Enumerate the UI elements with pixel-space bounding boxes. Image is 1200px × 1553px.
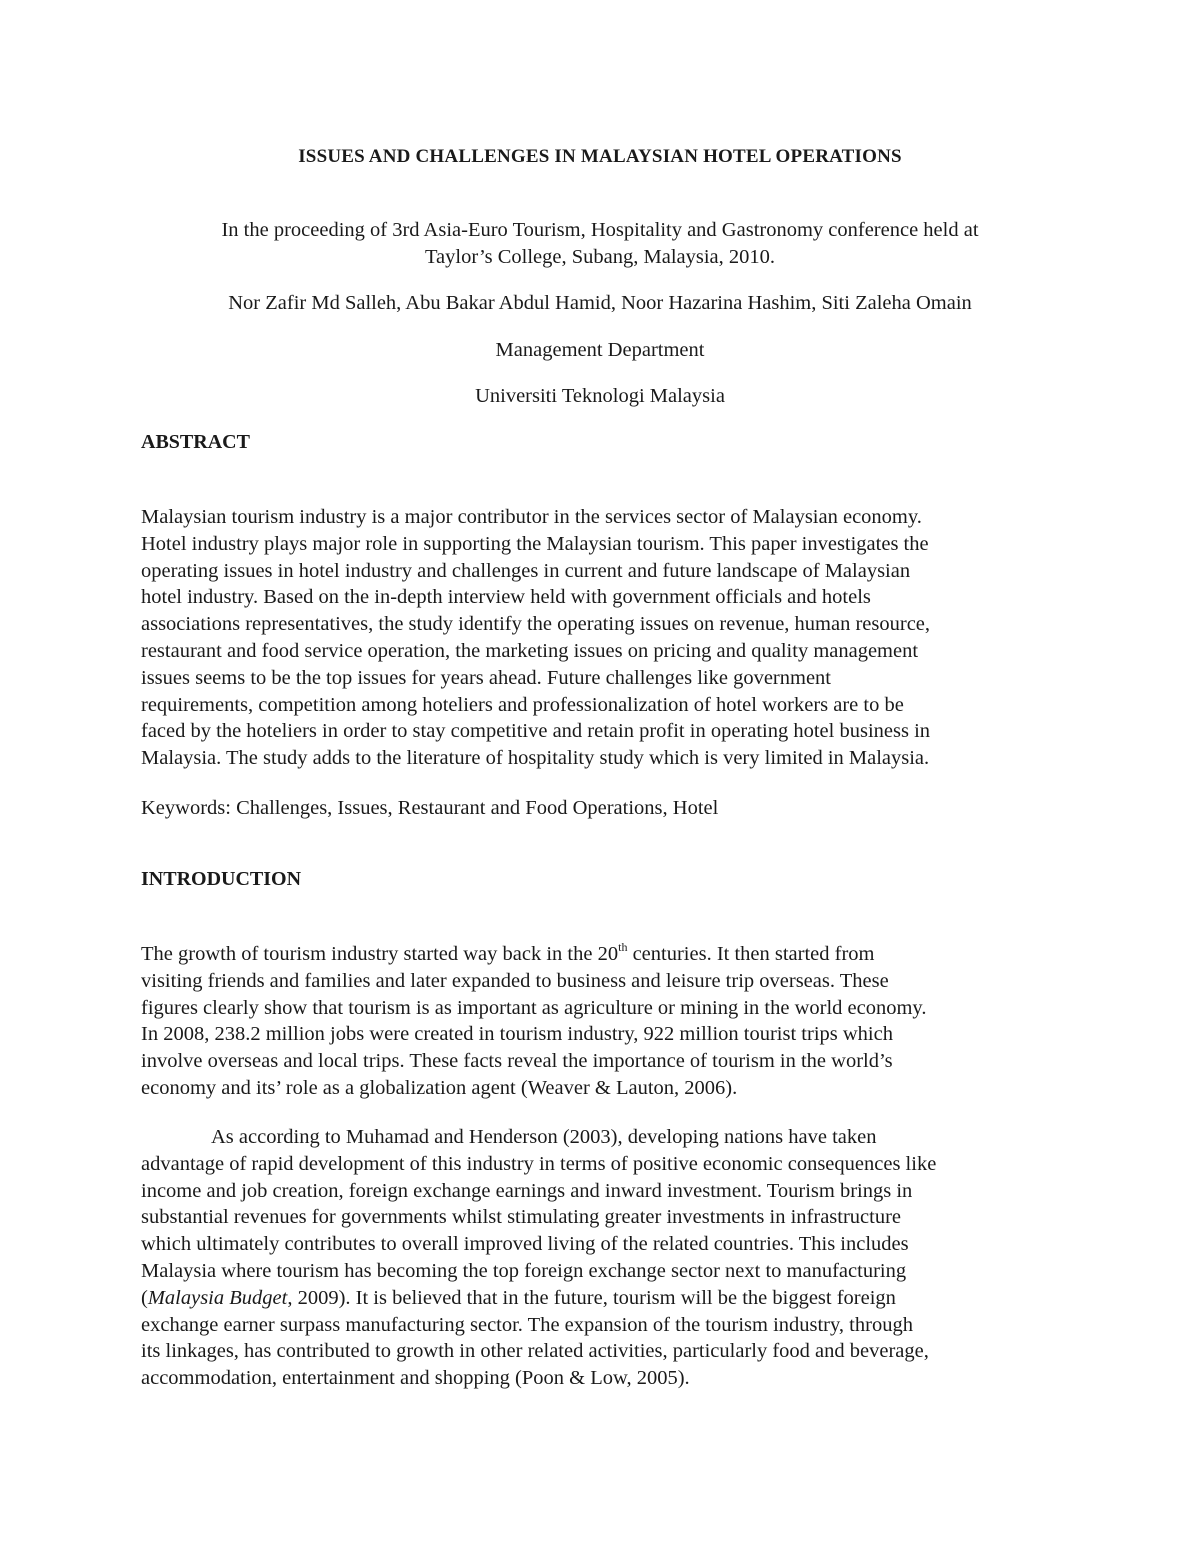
abstract-line: Malaysian tourism industry is a major contributor in the services sector of Malaysian economy.: [141, 506, 922, 528]
proceeding-line-2: Taylor’s College, Subang, Malaysia, 2010.: [424, 246, 776, 268]
intro-p2-line: Malaysia where tourism has becoming the top foreign exchange sector next to manufacturing: [141, 1259, 907, 1282]
intro-p1-line: involve overseas and local trips. These facts reveal the importance of tourism in the world’s: [141, 1050, 893, 1073]
intro-p2-line: which ultimately contributes to overall improved living of the related countries. This includes: [141, 1233, 909, 1256]
abstract-line: faced by the hoteliers in order to stay competitive and retain profit in operating hotel business in: [141, 720, 931, 743]
proceeding-info: [0, 217, 1200, 271]
abstract-line: Malaysia. The study adds to the literature of hospitality study which is very limited in Malaysia.: [141, 747, 930, 770]
intro-p2-line: accommodation, entertainment and shopping (Poon & Low, 2005).: [141, 1367, 690, 1390]
introduction-heading: INTRODUCTION: [141, 868, 302, 890]
intro-p1-line: In 2008, 238.2 million jobs were created in tourism industry, 922 million tourist trips which: [141, 1023, 893, 1046]
intro-p2-line: substantial revenues for governments whilst stimulating greater investments in infrastructure: [141, 1206, 902, 1229]
abstract-line: issues seems to be the top issues for years ahead. Future challenges like government: [141, 666, 831, 689]
introduction-paragraph-1: [141, 941, 1071, 1102]
intro-p2-line: its linkages, has contributed to growth in other related activities, particularly food and beverage,: [141, 1340, 929, 1363]
university: Universiti Teknologi Malaysia: [475, 385, 725, 407]
citation-rest: , 2009). It is believed that in the future, tourism will be the biggest foreign: [287, 1286, 896, 1309]
authors: Nor Zafir Md Salleh, Abu Bakar Abdul Hamid, Noor Hazarina Hashim, Siti Zaleha Omain: [228, 292, 972, 314]
intro-p1-line: visiting friends and families and later expanded to business and leisure trip overseas. These: [141, 969, 889, 992]
intro-p2-line: advantage of rapid development of this industry in terms of positive economic consequences like: [141, 1152, 937, 1175]
abstract-line: hotel industry. Based on the in-depth interview held with government officials and hotels: [141, 586, 871, 609]
superscript-th: th: [618, 940, 628, 955]
keywords: Keywords: Challenges, Issues, Restaurant and Food Operations, Hotel: [141, 797, 719, 819]
intro-p1-line: economy and its’ role as a globalization agent (Weaver & Lauton, 2006).: [141, 1076, 738, 1099]
abstract-line: requirements, competition among hoteliers and professionalization of hotel workers are to be: [141, 693, 904, 716]
abstract-line: Hotel industry plays major role in supporting the Malaysian tourism. This paper investigates the: [141, 532, 929, 555]
department: Management Department: [495, 339, 705, 361]
abstract-line: operating issues in hotel industry and challenges in current and future landscape of Malaysian: [141, 559, 911, 582]
intro-p1-line-1-pre: The growth of tourism industry started way back in the 20: [141, 943, 619, 965]
intro-p1-line: figures clearly show that tourism is as important as agriculture or mining in the world economy.: [141, 996, 927, 1019]
abstract-line: restaurant and food service operation, the marketing issues on pricing and quality management: [141, 639, 919, 662]
introduction-paragraph-2: [141, 1124, 1071, 1392]
intro-p2-line-1: [141, 1124, 1071, 1151]
intro-p1-line-1: [141, 941, 1071, 968]
abstract-body: [141, 504, 1071, 772]
citation-italic: Malaysia Budget: [147, 1286, 288, 1309]
citation-open: (: [141, 1286, 148, 1309]
abstract-heading: ABSTRACT: [141, 431, 250, 453]
abstract-line: associations representatives, the study identify the operating issues on revenue, human resource,: [141, 613, 931, 636]
intro-p2-line: income and job creation, foreign exchange earnings and inward investment. Tourism brings in: [141, 1179, 913, 1202]
paper-title: ISSUES AND CHALLENGES IN MALAYSIAN HOTEL OPERATIONS: [298, 146, 902, 167]
intro-p2-line: exchange earner surpass manufacturing sector. The expansion of the tourism industry, through: [141, 1313, 913, 1336]
intro-p2-citation-line: [141, 1285, 1071, 1312]
intro-p2-line-1-text: As according to Muhamad and Henderson (2003), developing nations have taken: [211, 1126, 877, 1148]
proceeding-line-1: In the proceeding of 3rd Asia-Euro Tourism, Hospitality and Gastronomy conference held at: [221, 219, 979, 241]
intro-p1-line-1-post: centuries. It then started from: [627, 943, 875, 965]
